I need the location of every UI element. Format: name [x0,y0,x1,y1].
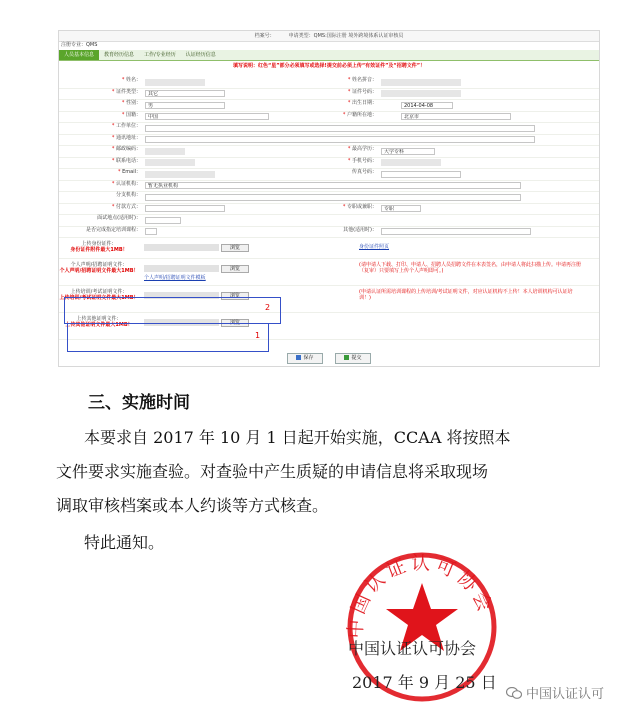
upload-label: 上传其他证明文件： [76,316,122,322]
nationality-label: 国籍： [125,111,141,118]
form-row [59,227,599,239]
specialty-label: 专职或兼职： [346,203,377,210]
mobile-field[interactable] [381,159,441,166]
browse-button[interactable]: 浏览 [221,292,249,300]
tab-work[interactable]: 工作/专业经历 [144,52,176,58]
residence-select[interactable]: 北京市 [401,113,511,120]
id-number-field[interactable] [381,90,461,97]
submit-button[interactable]: 提交 [335,353,371,364]
id-type-select[interactable]: 其它 [145,90,225,97]
signature-organization: 中国认证认可协会 [348,639,477,658]
name-field[interactable] [145,79,205,86]
highlight-box [67,323,269,352]
upload-label: 个人声明/招聘证明文件： [70,262,128,268]
box-number: 1 [255,331,261,340]
form-row: * 性别： 男 * 出生日期： 2014-04-08 [59,100,599,112]
passed-label: 是否完成指定培训课程： [85,226,141,233]
submit-icon [344,355,349,360]
upload-label: 上传培训/考试证明文件： [70,289,128,295]
branch-select[interactable] [145,194,521,201]
upload-size-note: 身份证件附件最大1MB！ [70,247,128,253]
form-row: * Email： 传真号码： [59,169,599,181]
phone-label: 联系电话： [115,157,141,164]
section-heading: 三、实施时间 [88,393,190,413]
branch-label: 分支机构： [115,192,141,198]
other-field[interactable] [381,228,531,235]
upload-size-note: 上传培训/考试证明文件最大1MB！ [59,295,139,301]
fax-field[interactable] [381,171,461,178]
employer-field[interactable] [145,125,535,132]
upload-instruction: (请申请人下载、打印、申请人、招聘人员招聘文件在本表签名，由申请人将此扫描上传。申请再注册（复审）只要填写上传个人声明即可。) [359,262,581,274]
payment-label: 付款方式： [115,203,141,210]
cert-body-label: 认证机构： [115,180,141,187]
form-row: * 国籍： 中国 * 户籍所在地： 北京市 [59,112,599,124]
other-label: 其他(适用时)： [343,226,377,233]
form-row: * 工作单位： [59,123,599,135]
upload-row [59,238,599,259]
form-row [59,215,599,227]
paragraph: 本要求自 2017 年 10 月 1 日起开始实施，CCAA 将按照本 [84,428,511,447]
paragraph: 特此通知。 [84,533,165,552]
highlight-box [64,297,281,324]
form-row: * 联系电话： * 手机号码： [59,158,599,170]
wechat-icon [506,687,522,699]
tab-education[interactable]: 教育经历信息 [104,52,135,58]
save-icon [296,355,301,360]
postcode-label: 邮政编码： [115,146,141,152]
form-notice: 填写说明：红色“星”部分必须填写或选择!提交前必须上传“有效证件”及“招聘文件”！ [232,63,425,69]
education-label: 最高学历： [351,146,377,152]
passed-select[interactable] [145,228,157,235]
name-pinyin-label: 姓名拼音： [351,77,377,83]
education-select[interactable]: 大学专科 [381,148,435,155]
specialty-select[interactable]: 专职 [381,205,421,212]
form-row: * 邮政编码： * 最高学历： 大学专科 [59,146,599,158]
email-field[interactable] [145,171,215,178]
browse-button[interactable]: 浏览 [221,319,249,327]
id-type-label: 证件类型： [115,88,141,95]
birthdate-label: 出生日期： [351,100,377,106]
employer-label: 工作单位： [115,123,141,129]
gender-label: 性别： [125,100,141,106]
upload-instruction: (申请认证所需培训课程的上传培训/考试证明文件，对应认证机构不上传！本人培训机构可认证培训！) [359,289,573,301]
upload-row [59,259,599,286]
birthdate-field[interactable]: 2014-04-08 [401,102,453,109]
form-screenshot [58,30,600,367]
tab-basic-info[interactable]: 人员基本信息 [59,50,99,60]
gender-select[interactable]: 男 [145,102,225,109]
payment-select[interactable] [145,205,225,212]
watermark [506,683,604,702]
form-row: * 认证机构： 暂无执业机构 [59,181,599,193]
save-button[interactable]: 保存 [287,353,323,364]
form-buttons [59,353,599,364]
upload-size-note: 上传其他证明文件最大1MB！ [65,322,133,328]
nationality-select[interactable]: 中国 [145,113,269,120]
id-number-label: 证件号码： [351,88,377,95]
residence-label: 户籍所在地： [346,111,377,118]
template-link[interactable]: 个人声明/招聘证明文件模板 [144,275,206,281]
upload-size-note: 个人声明/招聘证明文件最大1MB！ [59,268,139,274]
fax-label: 传真号码： [351,169,377,175]
paragraph: 文件要求实施查验。对查验中产生质疑的申请信息将采取现场 [56,462,489,481]
upload-label: 上传身份证件： [81,241,117,247]
application-type: 申请类型：QMS:国际注册 境外跨境体系认证审核员 [288,32,404,39]
name-label: 姓名： [125,77,141,83]
form-row: * 证件类型： 其它 * 证件号码： [59,89,599,101]
browse-button[interactable]: 浏览 [221,244,249,252]
form-row [59,192,599,204]
box-number: 2 [265,303,271,312]
phone-field[interactable] [145,159,195,166]
qms-label: 注册专业：QMS [61,42,98,48]
form-row: * 通讯地址： [59,135,599,147]
file-input[interactable] [144,244,219,251]
file-input[interactable] [144,265,219,272]
file-number-label: 档案号： [254,32,275,39]
cert-body-select[interactable]: 暂无执业机构 [145,182,521,189]
address-label: 通讯地址： [115,134,141,141]
form-tabs [59,50,599,61]
form-row: * 付款方式： * 专职或兼职： 专职 [59,204,599,216]
name-pinyin-field[interactable] [381,79,461,86]
address-field[interactable] [145,136,535,143]
form-row: * 姓名： * 姓名拼音： [59,77,599,89]
mobile-label: 手机号码： [351,157,377,164]
signature-date: 2017 年 9 月 25 日 [352,673,497,692]
form-top-info [59,31,599,42]
svg-text:中国认证认可协会: 中国认证认可协会 [344,552,498,639]
postcode-field[interactable] [145,148,185,155]
email-label: Email： [122,169,141,175]
exam-label: 面试地点(适用时)： [97,215,141,221]
watermark-text: 中国认证认可 [526,687,605,702]
template-link[interactable]: 身份证件照页 [359,244,390,250]
paragraph: 调取审核档案或本人约谈等方式核查。 [56,496,329,515]
tab-certification[interactable]: 认证经历信息 [185,52,216,58]
browse-button[interactable]: 浏览 [221,265,249,273]
exam-select[interactable] [145,217,181,224]
